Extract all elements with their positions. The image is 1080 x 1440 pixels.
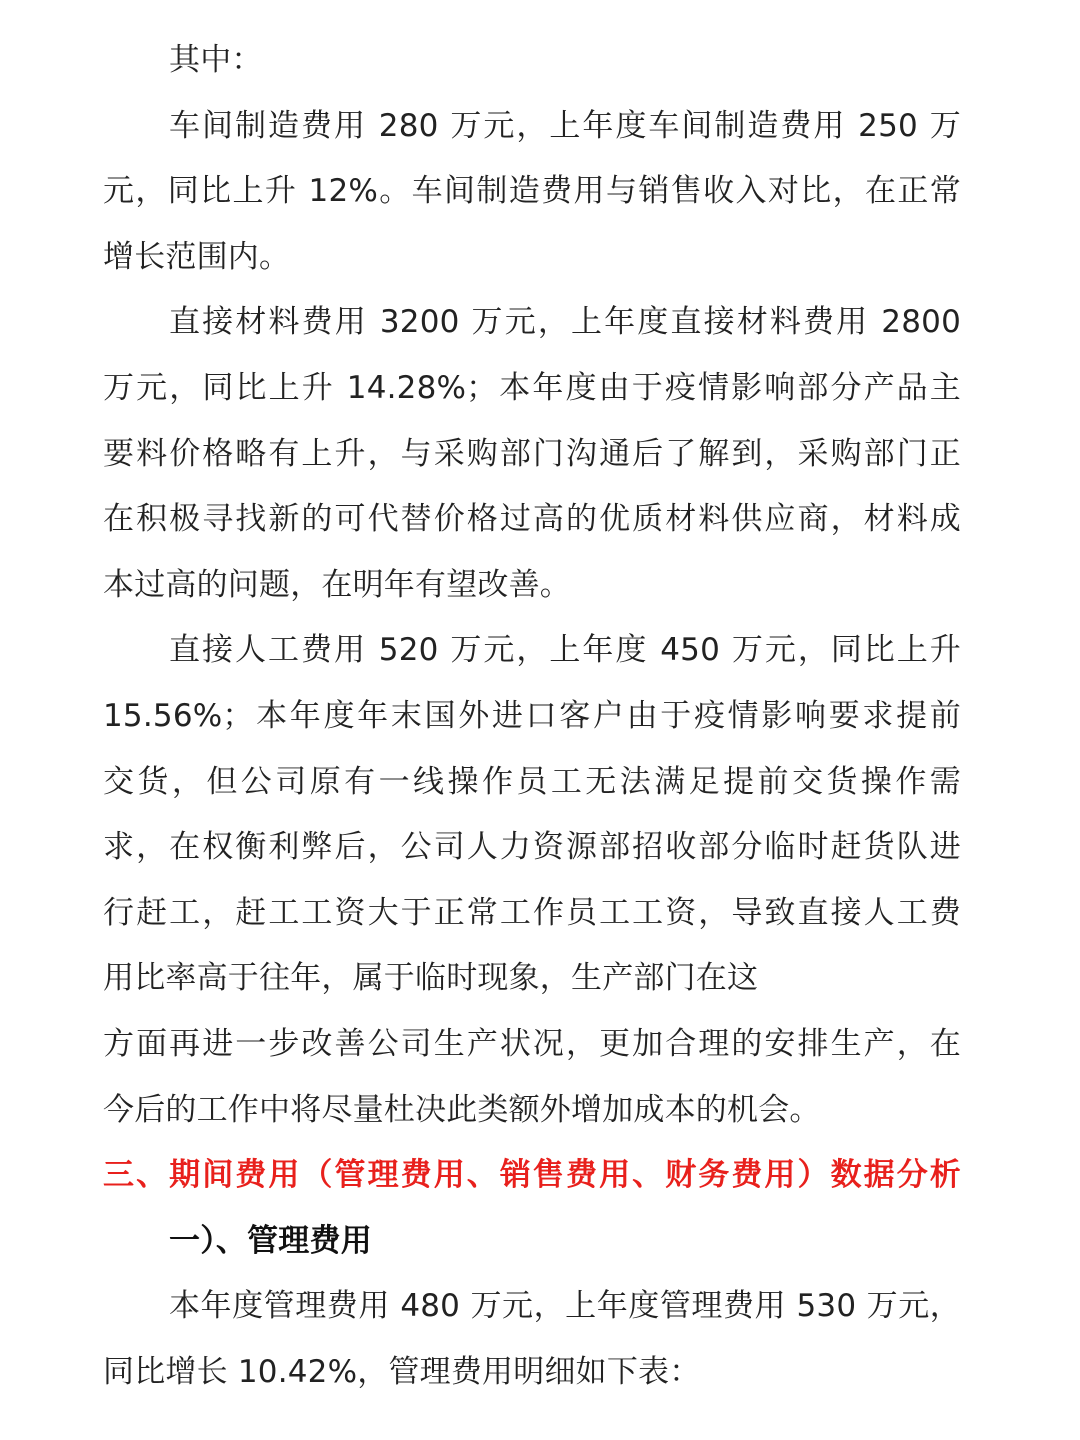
subsection-heading: 一）、管理费用 — [169, 1222, 372, 1259]
labor-paragraph-line-6: 用比率高于往年，属于临时现象，生产部门在这 — [103, 960, 759, 997]
labor-paragraph-line-7: 方面再进一步改善公司生产状况，更加合理的安排生产，在 — [103, 1025, 961, 1062]
section-heading: 三、期间费用（管理费用、销售费用、财务费用）数据分析 — [103, 1157, 961, 1194]
workshop-paragraph-line-1: 车间制造费用 280 万元，上年度车间制造费用 250 万 — [169, 107, 961, 144]
document-body — [103, 28, 961, 1405]
labor-paragraph-line-5: 行赶工，赶工工资大于正常工作员工工资，导致直接人工费 — [103, 894, 961, 931]
admin-paragraph-line-1: 本年度管理费用 480 万元，上年度管理费用 530 万元， — [169, 1288, 961, 1325]
material-paragraph-line-3: 要料价格略有上升，与采购部门沟通后了解到，采购部门正 — [103, 435, 961, 472]
labor-paragraph-line-1: 直接人工费用 520 万元，上年度 450 万元，同比上升 — [169, 632, 961, 669]
material-paragraph-line-2: 万元，同比上升 14.28%；本年度由于疫情影响部分产品主 — [103, 369, 961, 406]
material-paragraph-line-1: 直接材料费用 3200 万元，上年度直接材料费用 2800 — [169, 304, 961, 341]
intro-label: 其中： — [169, 42, 263, 78]
workshop-paragraph-line-3: 增长范围内。 — [103, 238, 291, 275]
material-paragraph-line-5: 本过高的问题，在明年有望改善。 — [103, 566, 571, 603]
labor-paragraph-line-3: 交货，但公司原有一线操作员工无法满足提前交货操作需 — [103, 763, 961, 800]
labor-paragraph-line-8: 今后的工作中将尽量杜决此类额外增加成本的机会。 — [103, 1091, 821, 1128]
workshop-paragraph-line-2: 元，同比上升 12%。车间制造费用与销售收入对比，在正常 — [103, 173, 961, 210]
admin-paragraph-line-2: 同比增长 10.42%，管理费用明细如下表： — [103, 1353, 701, 1390]
material-paragraph-line-4: 在积极寻找新的可代替价格过高的优质材料供应商，材料成 — [103, 501, 961, 538]
labor-paragraph-line-4: 求，在权衡利弊后，公司人力资源部招收部分临时赶货队进 — [103, 829, 961, 866]
labor-paragraph-line-2: 15.56%；本年度年末国外进口客户由于疫情影响要求提前 — [103, 697, 961, 734]
